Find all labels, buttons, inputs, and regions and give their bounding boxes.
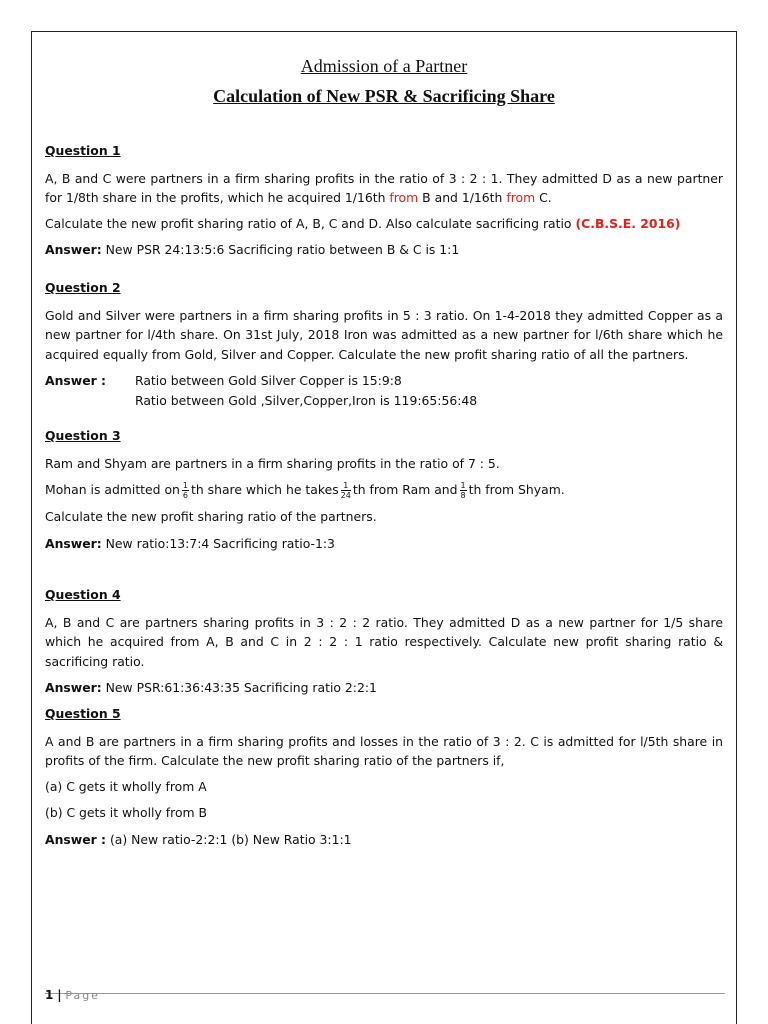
- question-heading: Question 1: [45, 143, 121, 158]
- question-text: Ram and Shyam are partners in a firm sharing profits in the ratio of 7 : 5.: [45, 455, 500, 471]
- answer: Answer: New ratio:13:7:4 Sacrificing ratio-1:3: [45, 535, 335, 551]
- answer: Answer: New PSR:61:36:43:35 Sacrificing ratio 2:2:1: [45, 680, 377, 695]
- question-text: Gold and Silver were partners in a firm sharing profits in 5 : 3 ratio. On 1-4-2018 they admitted Copper as a new partner for l/4th share. On 31st July, 2018 Iron was admitted as a new partner for l/6th share which he acquired equally from Gold, Silver and Copper. Calculate the new profit sharing ratio of all the partners.: [45, 307, 723, 362]
- question-5: [45, 704, 723, 849]
- question-heading: Question 4: [45, 587, 121, 602]
- question-text: A, B and C were partners in a firm sharing profits in the ratio of 3 : 2 : 1. They admitted D as a new partner for 1/8th share in the profits, which he acquired 1/16th from B and 1/16th from C.: [45, 170, 723, 205]
- option-b: (b) C gets it wholly from B: [45, 805, 208, 820]
- page-title: Admission of a Partner: [300, 56, 468, 76]
- question-4: [45, 585, 723, 698]
- page-subtitle: Calculation of New PSR & Sacrificing Share: [213, 86, 555, 106]
- question-3: [45, 426, 723, 553]
- fraction: $\frac{1}{8}$: [460, 481, 466, 500]
- fraction: $\frac{1}{6}$: [182, 481, 188, 500]
- question-text-2: Calculate the new profit sharing ratio of A, B, C and D. Also calculate sacrificing ratio (C.B.S.E. 2016): [45, 215, 681, 231]
- answer: Answer: New PSR 24:13:5:6 Sacrificing ratio between B & C is 1:1: [45, 242, 460, 257]
- question-heading: Question 2: [45, 280, 121, 295]
- question-heading: Question 5: [45, 706, 121, 721]
- page-footer: 1 | Page: [45, 988, 101, 1002]
- page-number: 1: [45, 988, 54, 1002]
- answer: Answer : Ratio between Gold Silver Copper is 15:9:8 Ratio between Gold ,Silver,Copper,Iron is 119:65:56:48: [45, 373, 478, 408]
- question-text-2: Mohan is admitted on $\frac{1}{6}$ th share which he takes $\frac{1}{24}$ th from Ram and $\frac{1}{8}$ th from Shyam.: [45, 481, 565, 500]
- question-text: A and B are partners in a firm sharing profits and losses in the ratio of 3 : 2. C is admitted for l/5th share in profits of the firm. Calculate the new profit sharing ratio of the partners if,: [45, 733, 723, 768]
- question-2: [45, 278, 723, 410]
- question-text: A, B and C are partners sharing profits in 3 : 2 : 2 ratio. They admitted D as a new partner for 1/5 share which he acquired from A, B and C in 2 : 2 : 1 ratio respectively. Calculate new profit sharing ratio & sacrificing ratio.: [45, 614, 723, 669]
- question-text-3: Calculate the new profit sharing ratio of the partners.: [45, 509, 377, 524]
- source-tag: (C.B.S.E. 2016): [575, 215, 681, 231]
- question-1: [45, 141, 723, 260]
- answer: Answer : (a) New ratio-2:2:1 (b) New Ratio 3:1:1: [45, 831, 352, 847]
- page-label: Page: [65, 989, 101, 1002]
- question-heading: Question 3: [45, 428, 121, 443]
- footer-rule: [45, 993, 725, 994]
- fraction: $\frac{1}{24}$: [340, 481, 351, 500]
- option-a: (a) C gets it wholly from A: [45, 778, 207, 794]
